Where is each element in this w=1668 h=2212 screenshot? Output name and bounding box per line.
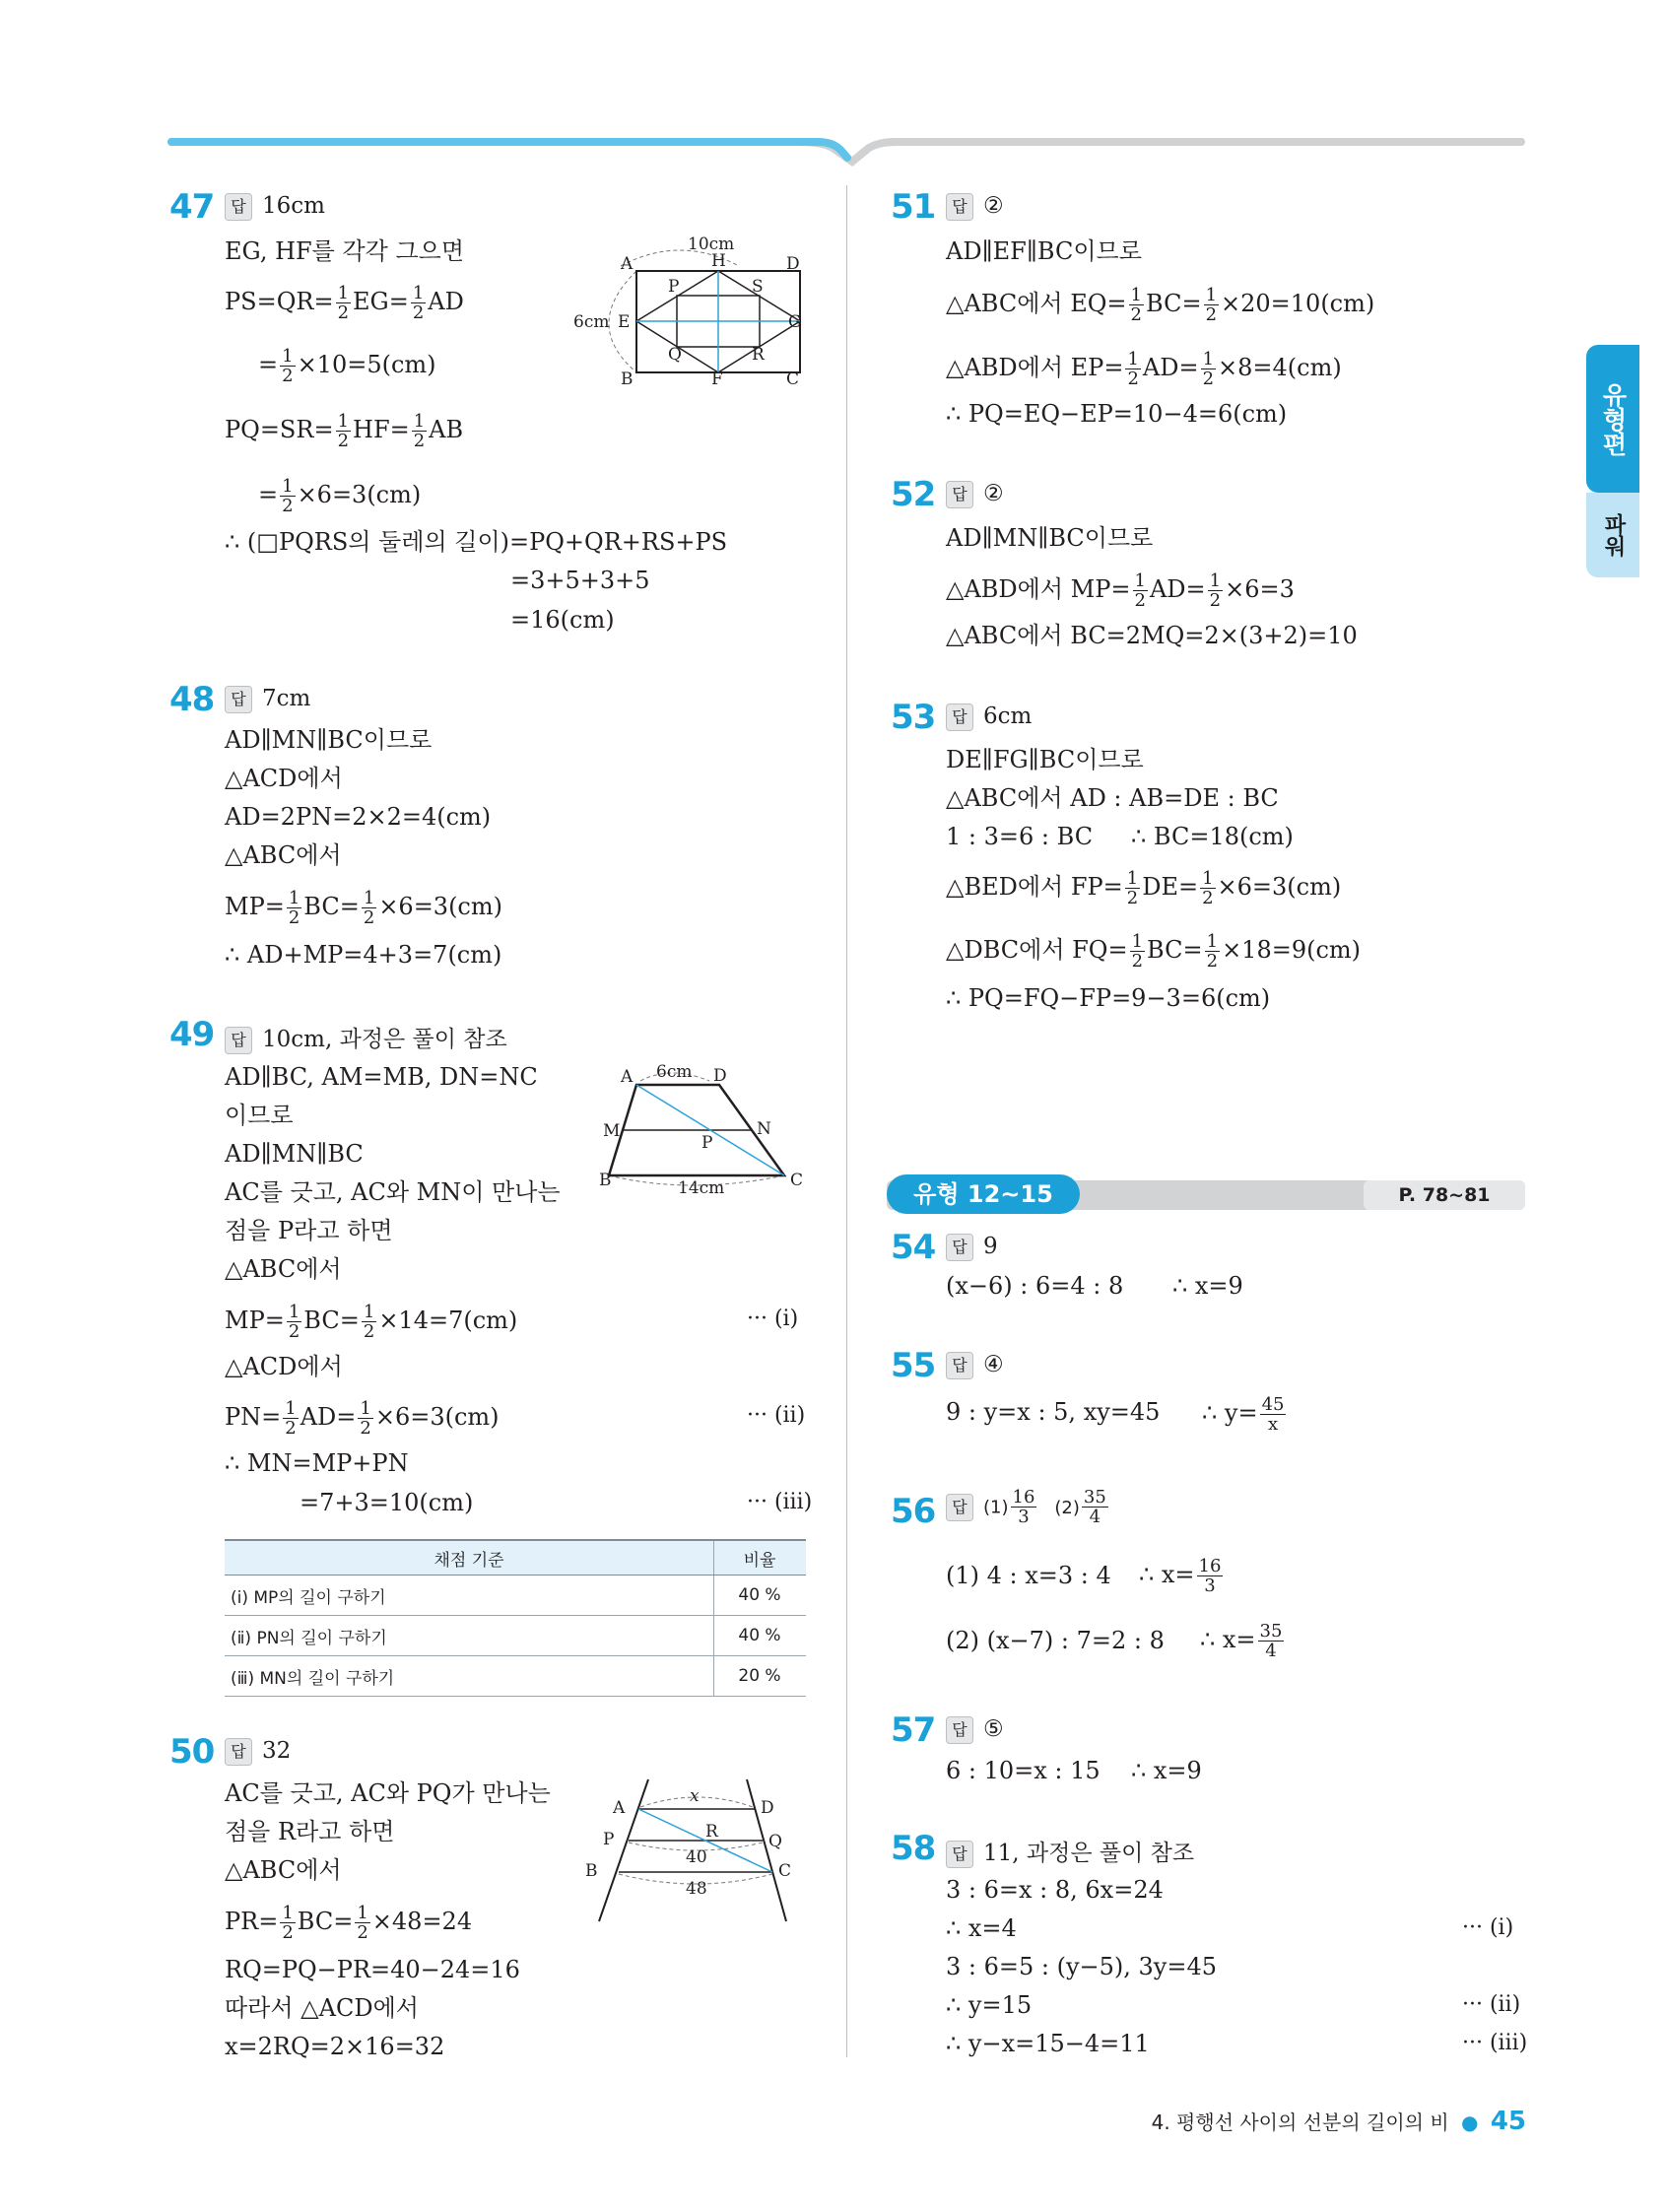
solution-line: △BED에서 FP= $\frac{1}{2}$ DE= $\frac{1}{2}$ ×6=3(cm) [946,868,1342,908]
problem-number: 49 [169,1015,215,1054]
answer-value: 10cm, 과정은 풀이 참조 [262,1027,507,1052]
step-marker: ··· (ⅲ) [747,1490,813,1514]
answer-tag: 답 [946,193,973,221]
answer-value: 32 [262,1738,292,1764]
solution-line: AD∥EF∥BC이므로 [946,237,1142,265]
answer-tag: 답 [946,1494,973,1521]
table-row [225,1616,806,1656]
solution-line: AC를 긋고, AC와 PQ가 만나는 [225,1779,551,1807]
svg-text:Q: Q [768,1832,782,1851]
svg-text:F: F [711,369,723,389]
svg-text:D: D [713,1066,727,1086]
svg-text:C: C [778,1861,792,1881]
scoring-table [225,1539,806,1697]
step-marker: ··· (ⅰ) [747,1307,799,1331]
svg-text:A: A [613,1798,626,1818]
side-tab [1586,345,1639,577]
table-cell: (ⅱ) PN의 길이 구하기 [225,1616,714,1656]
side-tab-top: 유형편 [1586,345,1639,493]
solution-line: △ACD에서 [225,765,343,792]
table-row [225,1656,806,1697]
solution-line: EG, HF를 각각 그으면 [225,237,465,265]
solution-line: △ABC에서 [225,1856,342,1884]
solution-line: AD∥MN∥BC [225,1140,364,1168]
answer-tag: 답 [946,1841,973,1868]
svg-text:M: M [603,1121,621,1141]
solution-line: PR= $\frac{1}{2}$ BC= $\frac{1}{2}$ ×48=24 [225,1903,473,1943]
page-number: 45 [1490,2107,1526,2136]
svg-text:B: B [599,1171,612,1190]
solution-line: (2) (x−7) : 7=2 : 8 [946,1627,1165,1654]
table-cell: (ⅲ) MN의 길이 구하기 [225,1656,714,1697]
solution-line: AC를 긋고, AC와 MN이 만나는 [225,1178,561,1206]
section-bar [887,1174,1525,1214]
problem-number: 47 [169,187,215,227]
answer-line [225,193,325,221]
solution-line: ∴ x=9 [1172,1272,1243,1300]
solution-line: 따라서 △ACD에서 [225,1994,419,2022]
solution-line: 6 : 10=x : 15 [946,1757,1101,1784]
answer-value: ② [983,481,1004,506]
parallel-lines-figure [579,1774,816,1931]
answer-value: ④ [983,1352,1004,1377]
table-cell: 20 % [714,1656,807,1697]
answer-value: 6cm [983,704,1033,729]
problem-number: 51 [891,187,936,227]
problem-number: 53 [891,698,936,737]
svg-text:R: R [752,345,765,365]
step-marker: ··· (ⅰ) [1462,1915,1514,1940]
answer-tag: 답 [946,1352,973,1379]
side-tab-bottom: 파워 [1586,493,1639,577]
solution-line: DE∥FG∥BC이므로 [946,746,1144,773]
step-marker: ··· (ⅲ) [1462,2031,1528,2055]
svg-text:S: S [752,277,764,297]
solution-line: ∴ (□PQRS의 둘레의 길이)=PQ+QR+RS+PS [225,528,728,556]
solution-line: = $\frac{1}{2}$ ×6=3(cm) [258,476,422,516]
answer-line [225,686,310,713]
solution-line: ∴ x= $\frac{35}{4}$ [1200,1621,1283,1661]
solution-line: 점을 P라고 하면 [225,1217,393,1244]
page-footer [1152,2107,1526,2136]
solution-line: 3 : 6=5 : (y−5), 3y=45 [946,1953,1218,1980]
solution-line: MP= $\frac{1}{2}$ BC= $\frac{1}{2}$ ×6=3(cm) [225,888,502,928]
solution-line: (1) 4 : x=3 : 4 [946,1562,1111,1589]
table-cell: 40 % [714,1575,807,1616]
column-divider [846,185,847,2057]
solution-line: ∴ AD+MP=4+3=7(cm) [225,941,502,969]
problem-number: 58 [891,1829,936,1868]
answer-line [946,1835,1194,1868]
answer-value: ⑤ [983,1716,1004,1742]
svg-text:10cm: 10cm [688,236,735,254]
section-pages: P. 78~81 [1364,1180,1525,1210]
table-row [225,1575,806,1616]
section-label: 유형 12~15 [887,1174,1080,1214]
svg-text:B: B [621,369,634,389]
answer-tag: 답 [946,1234,973,1261]
solution-line: △ABC에서 EQ= $\frac{1}{2}$ BC= $\frac{1}{2}$ ×20=10(cm) [946,285,1375,325]
solution-line: PQ=SR= $\frac{1}{2}$ HF= $\frac{1}{2}$ AB [225,411,464,451]
solution-line: △ABD에서 EP= $\frac{1}{2}$ AD= $\frac{1}{2}$ ×8=4(cm) [946,349,1342,389]
svg-text:C: C [786,369,800,389]
answer-line [946,1234,998,1261]
answer-tag: 답 [225,1738,252,1766]
solution-line: 3 : 6=x : 8, 6x=24 [946,1876,1164,1904]
solution-line: AD∥MN∥BC이므로 [946,524,1154,552]
svg-text:R: R [705,1822,718,1842]
problem-number: 56 [891,1492,936,1531]
solution-line: PS=QR= $\frac{1}{2}$ EG= $\frac{1}{2}$ AD [225,283,464,323]
svg-text:C: C [790,1171,804,1190]
svg-text:A: A [621,1067,634,1087]
bullet-icon: ● [1461,2111,1479,2134]
svg-text:B: B [585,1861,598,1881]
table-header-row [225,1540,806,1575]
solution-line: △ABC에서 [225,1255,342,1283]
solution-line: AD=2PN=2×2=4(cm) [225,803,492,831]
svg-text:40: 40 [686,1847,707,1867]
answer-line [946,481,1004,508]
problem-number: 50 [169,1732,215,1772]
solution-line: ∴ PQ=FQ−FP=9−3=6(cm) [946,984,1271,1012]
solution-line: PN= $\frac{1}{2}$ AD= $\frac{1}{2}$ ×6=3(cm) [225,1398,500,1439]
table-header: 비율 [714,1540,807,1575]
solution-line: =7+3=10(cm) [300,1489,474,1516]
table-cell: 40 % [714,1616,807,1656]
trapezoid-figure [591,1059,818,1197]
solution-line: ∴ x=9 [1131,1757,1202,1784]
svg-text:P: P [668,277,680,297]
solution-line: 점을 R라고 하면 [225,1818,395,1845]
answer-line [946,704,1032,731]
answer-value: 11, 과정은 풀이 참조 [983,1841,1195,1866]
solution-line: △ABC에서 AD : AB=DE : BC [946,784,1279,812]
solution-line: = $\frac{1}{2}$ ×10=5(cm) [258,346,436,386]
step-marker: ··· (ⅱ) [747,1403,806,1428]
svg-text:6cm: 6cm [656,1062,693,1082]
svg-text:P: P [603,1830,615,1849]
solution-line: ∴ MN=MP+PN [225,1449,409,1477]
svg-text:x: x [690,1786,700,1806]
solution-line: =3+5+3+5 [510,567,650,594]
solution-line: △ABC에서 BC=2MQ=2×(3+2)=10 [946,622,1358,649]
answer-line [946,1716,1004,1744]
answer-line [946,1352,1004,1379]
answer-line: 답 (1) $\frac{16}{3}$ (2) $\frac{35}{4}$ [946,1488,1110,1526]
svg-text:P: P [701,1133,713,1153]
svg-text:A: A [621,254,634,274]
problem-number: 54 [891,1228,936,1267]
solution-line: 1 : 3=6 : BC [946,823,1094,850]
svg-text:D: D [786,254,800,274]
svg-text:G: G [788,312,802,332]
answer-value: ② [983,193,1004,219]
svg-text:Q: Q [668,345,682,365]
answer-value: 16cm [262,193,325,219]
problem-number: 57 [891,1710,936,1750]
solution-line: (x−6) : 6=4 : 8 [946,1272,1124,1300]
header-bar [167,128,1527,168]
solution-line: AD∥MN∥BC이므로 [225,726,433,754]
solution-line: 9 : y=x : 5, xy=45 [946,1398,1161,1426]
solution-line: AD∥BC, AM=MB, DN=NC [225,1063,538,1091]
table-header: 채점 기준 [225,1540,714,1575]
solution-line: ∴ y−x=15−4=11 [946,2030,1150,2057]
answer-value: 7cm [262,686,311,711]
problem-number: 55 [891,1346,936,1385]
solution-line: ∴ y= $\frac{45}{x}$ [1202,1394,1285,1435]
solution-line: ∴ PQ=EQ−EP=10−4=6(cm) [946,400,1288,428]
solution-line: 이므로 [225,1102,294,1129]
answer-value: 9 [983,1234,998,1259]
solution-line: △ACD에서 [225,1353,343,1380]
chapter-title: 4. 평행선 사이의 선분의 길이의 비 [1151,2111,1449,2134]
solution-line: △DBC에서 FQ= $\frac{1}{2}$ BC= $\frac{1}{2}$ ×18=9(cm) [946,931,1362,972]
solution-line: MP= $\frac{1}{2}$ BC= $\frac{1}{2}$ ×14=7(cm) [225,1302,518,1342]
answer-line [225,1738,291,1766]
svg-text:48: 48 [686,1879,707,1899]
svg-text:N: N [757,1119,771,1139]
solution-line: ∴ x=4 [946,1914,1017,1942]
svg-text:H: H [711,251,726,271]
solution-line: =16(cm) [510,606,615,634]
svg-text:6cm: 6cm [573,312,610,332]
answer-tag: 답 [946,1716,973,1744]
answer-line [225,1021,507,1054]
answer-tag: 답 [225,686,252,713]
answer-tag: 답 [946,481,973,508]
answer-tag: 답 [225,1027,252,1054]
solution-line: △ABD에서 MP= $\frac{1}{2}$ AD= $\frac{1}{2}$ ×6=3 [946,570,1295,611]
solution-line: △ABC에서 [225,841,342,869]
problem-number: 48 [169,680,215,719]
solution-line: ∴ x= $\frac{16}{3}$ [1139,1556,1222,1596]
svg-text:D: D [761,1798,774,1818]
problem-number: 52 [891,475,936,514]
answer-tag: 답 [225,193,252,221]
solution-line: x=2RQ=2×16=32 [225,2033,445,2060]
answer-tag: 답 [946,704,973,731]
table-cell: (ⅰ) MP의 길이 구하기 [225,1575,714,1616]
solution-line: RQ=PQ−PR=40−24=16 [225,1956,520,1983]
svg-text:14cm: 14cm [678,1178,725,1197]
solution-line: ∴ y=15 [946,1991,1033,2019]
step-marker: ··· (ⅱ) [1462,1992,1521,2017]
rectangle-figure [571,236,808,394]
answer-line [946,193,1004,221]
svg-text:E: E [618,312,631,332]
solution-line: ∴ BC=18(cm) [1131,823,1294,850]
